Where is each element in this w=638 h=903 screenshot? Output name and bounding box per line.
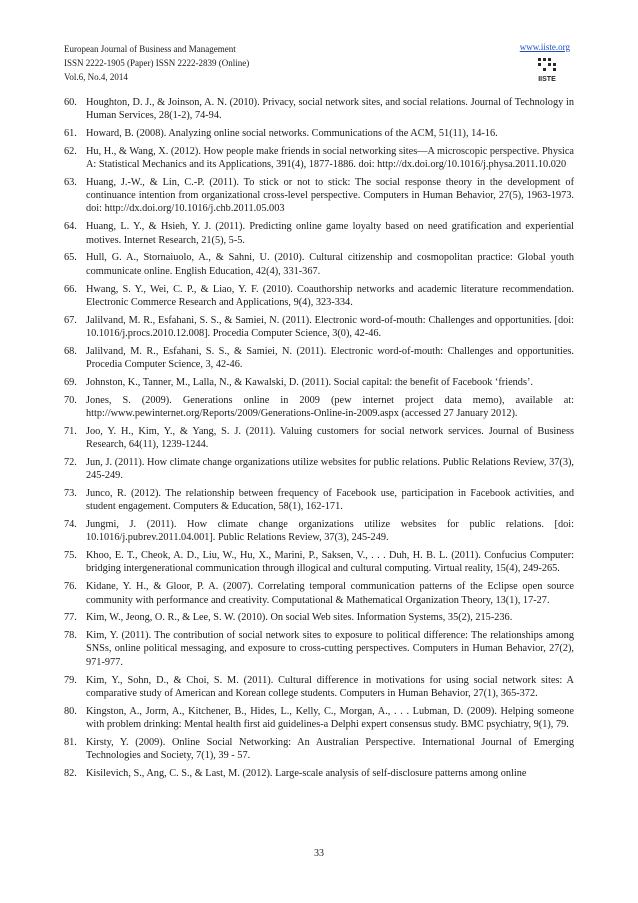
journal-url-link[interactable]: www.iiste.org bbox=[519, 42, 570, 52]
reference-item bbox=[64, 176, 574, 216]
reference-item bbox=[64, 345, 574, 371]
reference-text: Houghton, D. J., & Joinson, A. N. (2010). Privacy, social network sites, and social relations. Journal of Technology in Human Services, 28(1-2), 74-94. bbox=[86, 97, 574, 122]
reference-item bbox=[64, 767, 574, 780]
reference-item bbox=[64, 456, 574, 482]
reference-text: Kisilevich, S., Ang, C. S., & Last, M. (2012). Large-scale analysis of self-disclosure patterns among online bbox=[86, 767, 527, 779]
reference-text: Kim, Y. (2011). The contribution of social network sites to exposure to political difference: The relationships among SNSs, online political messaging, and exposure to cross-cutting perspectives. Computers in Human Behavior, 27(2), 971-977. bbox=[86, 630, 574, 668]
reference-number: 61. bbox=[64, 128, 77, 140]
reference-number: 68. bbox=[64, 345, 77, 357]
reference-text: Hull, G. A., Stornaiuolo, A., & Sahni, U. (2010). Cultural citizenship and cosmopolitan practice: Global youth communicate online. English Education, 42(4), 331-367. bbox=[86, 252, 574, 277]
reference-number: 82. bbox=[64, 767, 77, 779]
reference-number: 60. bbox=[64, 97, 77, 108]
reference-text: Jalilvand, M. R., Esfahani, S. S., & Samiei, N. (2011). Electronic word-of-mouth: Challenges and opportunities. Procedia Computer Science, 3, 42-46. bbox=[86, 345, 574, 370]
reference-text: Johnston, K., Tanner, M., Lalla, N., & Kawalski, D. (2011). Social capital: the benefit of Facebook ‘friends’. bbox=[86, 376, 533, 388]
journal-name: European Journal of Business and Management bbox=[64, 44, 236, 54]
reference-text: Kim, Y., Sohn, D., & Choi, S. M. (2011). Cultural difference in motivations for using social network sites: A comparative study of American and Korean college students. Computers in Human Behavior, 27(1), 365-372. bbox=[86, 674, 574, 699]
reference-item bbox=[64, 376, 574, 389]
reference-number: 76. bbox=[64, 581, 77, 593]
reference-number: 71. bbox=[64, 425, 77, 437]
reference-number: 62. bbox=[64, 145, 77, 157]
reference-item bbox=[64, 518, 574, 544]
reference-text: Jun, J. (2011). How climate change organizations utilize websites for public relations. Public Relations Review, 37(3), 245-249. bbox=[86, 456, 574, 482]
reference-text: Hu, H., & Wang, X. (2012). How people make friends in social networking sites—A microscopic perspective. Physica A: Statistical Mechanics and its Applications, 391(4), 1877-1886. doi: http://dx.doi.org/10.1016/j.physa.2011.10.020 bbox=[86, 145, 574, 171]
reference-item bbox=[64, 611, 574, 624]
reference-text: Huang, J.-W., & Lin, C.-P. (2011). To stick or not to stick: The social response theory in the development of continuance intention from organizational cross-level perspective. Computers in Human Behavior, 27(5), 1963-1973. doi: http://dx.doi.org/10.1016/j.chb.2011.05.003 bbox=[86, 177, 574, 215]
reference-text: Jones, S. (2009). Generations online in 2009 (pew internet project data memo), available at: http://www.pewinternet.org/Reports/2009/Generations-Online-in-2009.aspx (accessed 27 January 2012). bbox=[86, 394, 574, 419]
reference-number: 78. bbox=[64, 630, 77, 642]
reference-item bbox=[64, 674, 574, 700]
volume-line: Vol.6, No.4, 2014 bbox=[64, 72, 128, 82]
reference-text: Kidane, Y. H., & Gloor, P. A. (2007). Correlating temporal communication patterns of the Eclipse open source community with performance and creativity. Computational & Mathematical Organization Theory, 13(1), 17-27. bbox=[86, 581, 574, 606]
reference-item bbox=[64, 145, 574, 171]
reference-text: Khoo, E. T., Cheok, A. D., Liu, W., Hu, X., Marini, P., Saksen, V., . . . Duh, H. B. L. (2011). Confucius Computer: bridging intergenerational communication through illogical and cultural computing. Virtual reality, 15(4), 249-265. bbox=[86, 550, 574, 575]
reference-item bbox=[64, 549, 574, 575]
reference-number: 69. bbox=[64, 376, 77, 388]
reference-number: 74. bbox=[64, 519, 77, 531]
reference-number: 67. bbox=[64, 314, 77, 326]
reference-item bbox=[64, 394, 574, 420]
reference-item bbox=[64, 96, 574, 122]
reference-text: Kingston, A., Jorm, A., Kitchener, B., Hides, L., Kelly, C., Morgan, A., . . . Lubman, D. (2009). Helping someone with problem drinking: Mental health first aid guidelines-a Delphi expert consensus study. BMC psychiatry, 9(1), 79. bbox=[86, 705, 574, 730]
reference-number: 64. bbox=[64, 221, 77, 233]
reference-number: 81. bbox=[64, 736, 77, 748]
reference-list bbox=[64, 96, 574, 785]
reference-item bbox=[64, 314, 574, 340]
reference-number: 79. bbox=[64, 674, 77, 686]
reference-item bbox=[64, 283, 574, 309]
reference-text: Kirsty, Y. (2009). Online Social Networking: An Australian Perspective. International Journal of Emerging Technologies and Society, 7(1), 39 - 57. bbox=[86, 736, 574, 761]
reference-number: 73. bbox=[64, 488, 77, 500]
page-number: 33 bbox=[314, 848, 324, 859]
reference-number: 75. bbox=[64, 550, 77, 562]
svg-text:IISTE: IISTE bbox=[538, 76, 556, 82]
reference-item bbox=[64, 736, 574, 762]
reference-number: 72. bbox=[64, 456, 77, 468]
reference-text: Kim, W., Jeong, O. R., & Lee, S. W. (2010). On social Web sites. Information Systems, 35(2), 215-236. bbox=[86, 612, 513, 624]
reference-text: Junco, R. (2012). The relationship between frequency of Facebook use, participation in Facebook activities, and student engagement. Computers & Education, 58(1), 162-171. bbox=[86, 488, 574, 513]
reference-number: 63. bbox=[64, 177, 77, 189]
reference-item bbox=[64, 629, 574, 669]
reference-number: 77. bbox=[64, 612, 77, 624]
reference-item bbox=[64, 220, 574, 246]
reference-text: Jalilvand, M. R., Esfahani, S. S., & Samiei, N. (2011). Electronic word-of-mouth: Challenges and opportunities. [doi: 10.1016/j.procs.2010.12.008]. Procedia Computer Science, 3(0), 42-46. bbox=[86, 314, 574, 339]
reference-item bbox=[64, 580, 574, 606]
reference-number: 66. bbox=[64, 283, 77, 295]
reference-text: Joo, Y. H., Kim, Y., & Yang, S. J. (2011). Valuing customers for social network services. Journal of Business Research, 64(11), 1239-1244. bbox=[86, 425, 574, 451]
issn-line: ISSN 2222-1905 (Paper) ISSN 2222-2839 (Online) bbox=[64, 58, 250, 68]
reference-text: Huang, L. Y., & Hsieh, Y. J. (2011). Predicting online game loyalty based on need gratification and experiential motives. Internet Research, 21(5), 5-5. bbox=[86, 221, 574, 246]
reference-item bbox=[64, 425, 574, 451]
reference-item bbox=[64, 127, 574, 140]
iiste-logo bbox=[536, 56, 558, 82]
reference-number: 80. bbox=[64, 705, 77, 717]
reference-text: Howard, B. (2008). Analyzing online social networks. Communications of the ACM, 51(11), 14-16. bbox=[86, 128, 498, 140]
reference-number: 70. bbox=[64, 394, 77, 406]
reference-text: Jungmi, J. (2011). How climate change organizations utilize websites for public relations. [doi: 10.1016/j.pubrev.2011.04.001]. Public Relations Review, 37(3), 245-249. bbox=[86, 519, 574, 544]
reference-item bbox=[64, 487, 574, 513]
reference-text: Hwang, S. Y., Wei, C. P., & Liao, Y. F. (2010). Coauthorship networks and academic literature recommendation. Electronic Commerce Research and Applications, 9(4), 323-334. bbox=[86, 283, 574, 308]
reference-item bbox=[64, 705, 574, 731]
reference-item bbox=[64, 251, 574, 277]
reference-number: 65. bbox=[64, 252, 77, 264]
page-header bbox=[64, 42, 574, 92]
